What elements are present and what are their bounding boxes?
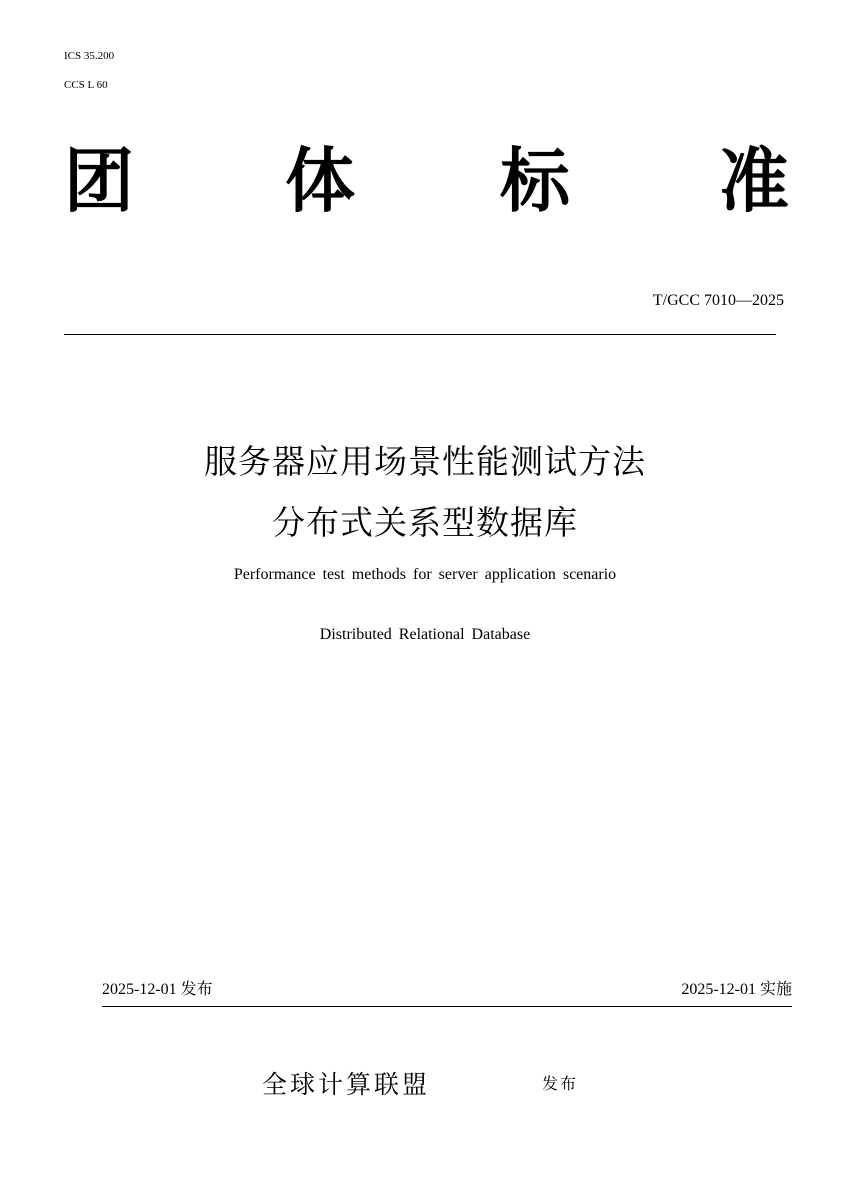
title-cn-line-1: 服务器应用场景性能测试方法	[204, 442, 646, 481]
ccs-code: CCS L 60	[64, 79, 108, 91]
category-char-1: 团	[64, 140, 134, 222]
title-en-line-1: Performance test methods for server application scenario	[233, 566, 617, 583]
title-cn-line-2: 分布式关系型数据库	[272, 503, 578, 542]
publisher-name: 全球计算联盟	[262, 1070, 431, 1099]
top-divider	[64, 334, 776, 335]
publish-date: 2025-12-01 发布	[102, 981, 213, 998]
ics-code: ICS 35.200	[64, 50, 115, 62]
category-char-3: 标	[500, 140, 570, 222]
implement-date: 2025-12-01 实施	[681, 981, 792, 998]
publisher-suffix: 发布	[542, 1074, 579, 1093]
category-char-4: 准	[719, 140, 789, 222]
bottom-divider	[102, 1006, 792, 1007]
category-char-2: 体	[285, 140, 355, 222]
title-en-line-2: Distributed Relational Database	[319, 626, 531, 643]
standard-number: T/GCC 7010—2025	[652, 292, 784, 309]
